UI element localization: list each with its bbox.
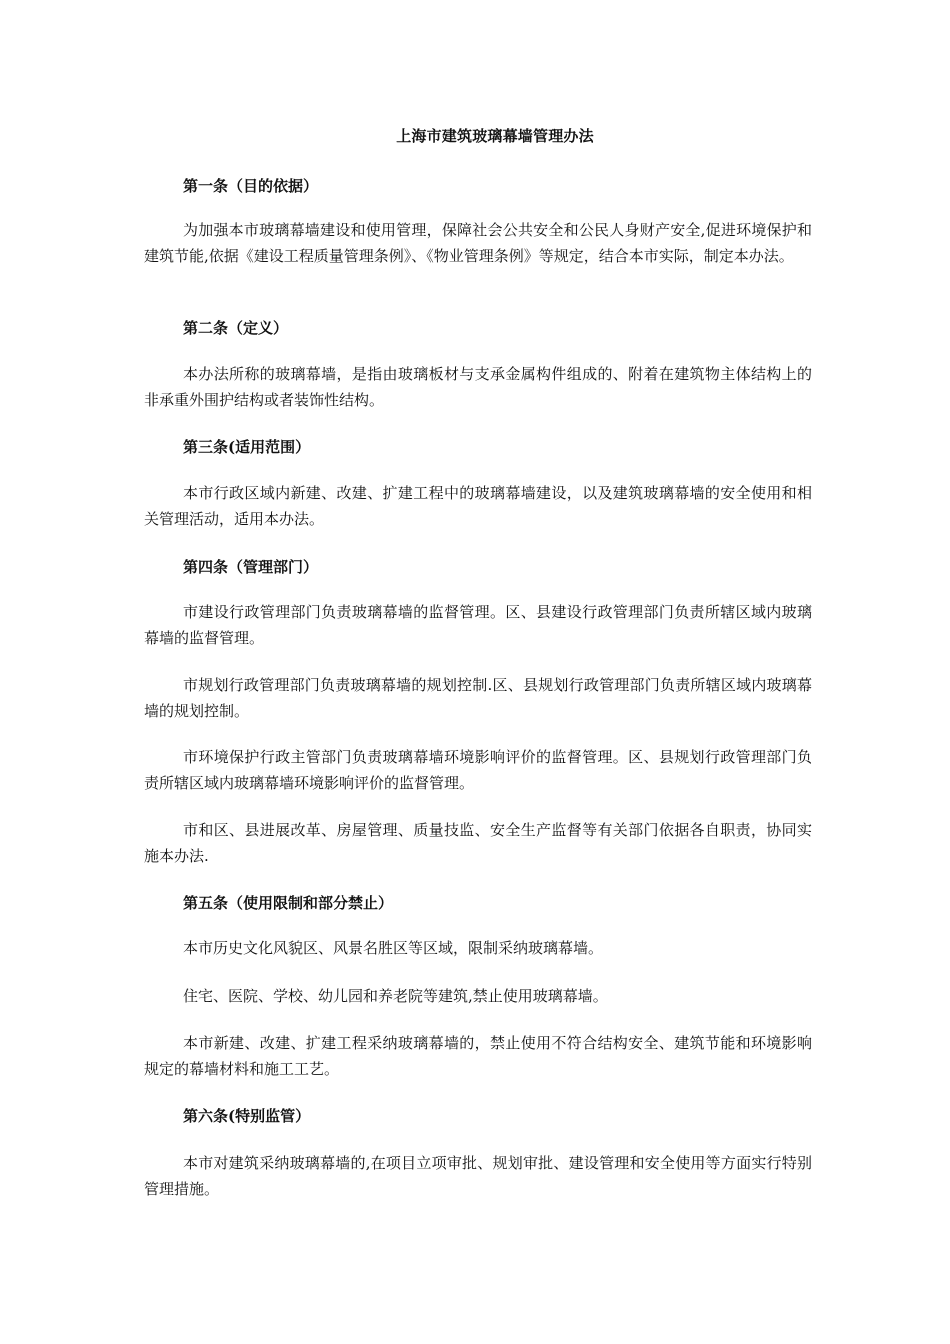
article-4-paragraph-2: 市规划行政管理部门负责玻璃幕墙的规划控制.区、县规划行政管理部门负责所辖区域内玻璃幕墙的规划控制。 [144,676,812,720]
article-6-paragraph-1: 本市对建筑采纳玻璃幕墙的,在项目立项审批、规划审批、建设管理和安全使用等方面实行特别管理措施。 [144,1154,812,1198]
article-2-heading: 第二条（定义） [183,319,289,337]
document-title: 上海市建筑玻璃幕墙管理办法 [396,127,594,145]
article-3-heading: 第三条(适用范围） [183,438,311,456]
article-6-heading: 第六条(特别监管） [183,1107,311,1125]
article-5-paragraph-1: 本市历史文化风貌区、风景名胜区等区域，限制采纳玻璃幕墙。 [183,939,604,957]
article-5-paragraph-2: 住宅、医院、学校、幼儿园和养老院等建筑,禁止使用玻璃幕墙。 [183,987,608,1005]
article-5-paragraph-3: 本市新建、改建、扩建工程采纳玻璃幕墙的，禁止使用不符合结构安全、建筑节能和环境影响规定的幕墙材料和施工工艺。 [144,1034,812,1078]
article-3-paragraph-1: 本市行政区域内新建、改建、扩建工程中的玻璃幕墙建设，以及建筑玻璃幕墙的安全使用和相关管理活动，适用本办法。 [144,484,812,528]
article-1-paragraph-1: 为加强本市玻璃幕墙建设和使用管理，保障社会公共安全和公民人身财产安全,促进环境保护和建筑节能,依据《建设工程质量管理条例》、《物业管理条例》等规定，结合本市实际，制定本办法。 [144,221,812,265]
article-5-heading: 第五条（使用限制和部分禁止） [183,894,394,912]
article-4-paragraph-1: 市建设行政管理部门负责玻璃幕墙的监督管理。区、县建设行政管理部门负责所辖区域内玻璃幕墙的监督管理。 [144,603,812,647]
article-1-heading: 第一条（目的依据） [183,177,319,195]
article-2-paragraph-1: 本办法所称的玻璃幕墙，是指由玻璃板材与支承金属构件组成的、附着在建筑物主体结构上的非承重外围护结构或者装饰性结构。 [144,365,812,409]
article-4-heading: 第四条（管理部门） [183,558,319,576]
article-4-paragraph-3: 市环境保护行政主管部门负责玻璃幕墙环境影响评价的监督管理。区、县规划行政管理部门负责所辖区域内玻璃幕墙环境影响评价的监督管理。 [144,748,812,792]
article-4-paragraph-4: 市和区、县进展改革、房屋管理、质量技监、安全生产监督等有关部门依据各自职责，协同实施本办法. [144,821,812,865]
